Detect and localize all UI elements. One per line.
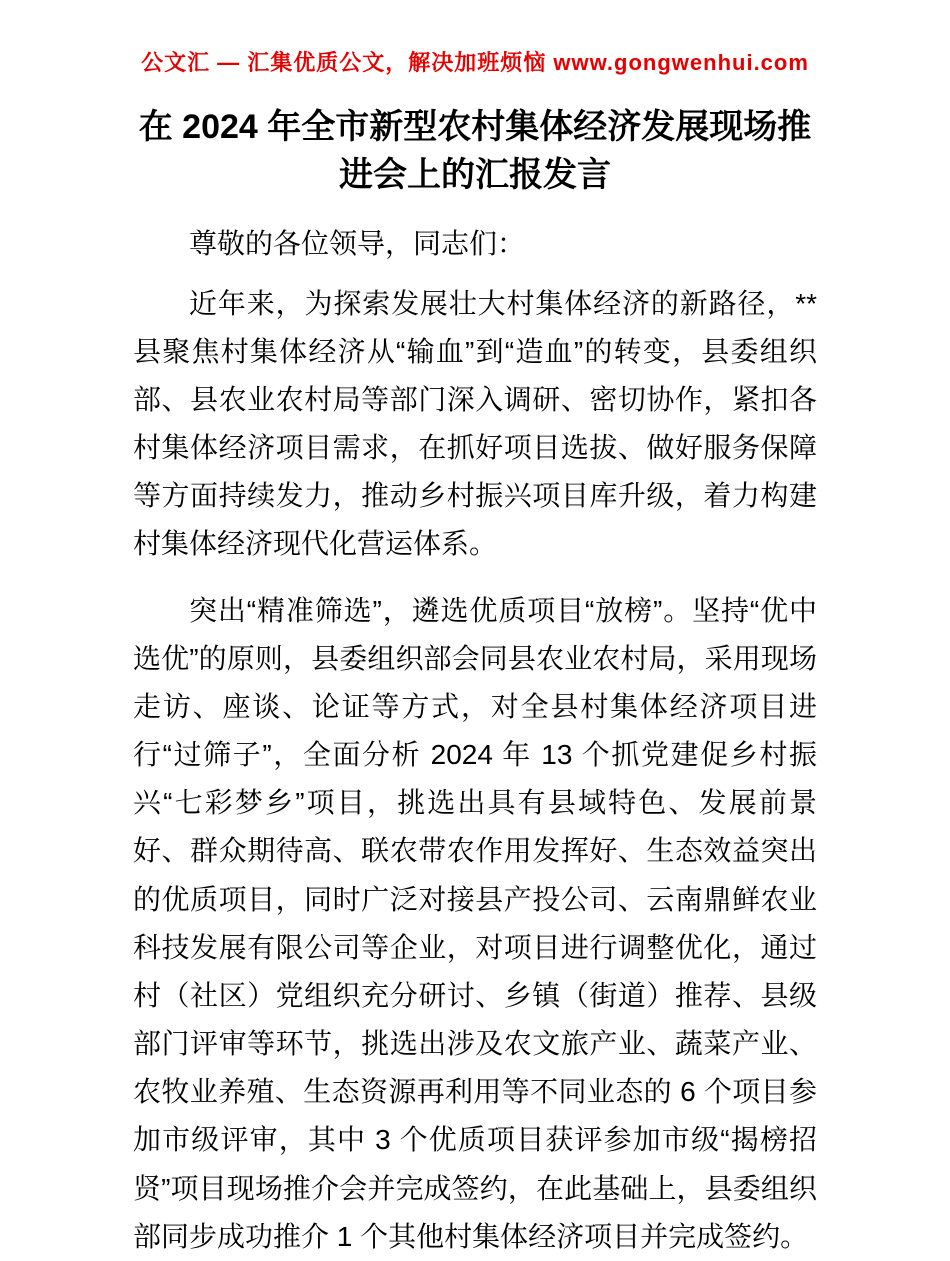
- page-title: 在 2024 年全市新型农村集体经济发展现场推进会上的汇报发言: [138, 108, 812, 195]
- watermark-header: 公文汇 — 汇集优质公文，解决加班烦恼 www.gongwenhui.com: [141, 50, 809, 75]
- paragraph-body-1: 近年来，为探索发展壮大村集体经济的新路径，**县聚焦村集体经济从“输血”到“造血”的转变，县委组织部、县农业农村局等部门深入调研、密切协作，紧扣各村集体经济项目需求，在抓好项目选拔、做好服务保障等方面持续发力，推动乡村振兴项目库升级，着力构建村集体经济现代化营运体系。: [133, 287, 817, 560]
- paragraph-body-2: 突出“精准筛选”，遴选优质项目“放榜”。坚持“优中选优”的原则，县委组织部会同县农业农村局，采用现场走访、座谈、论证等方式，对全县村集体经济项目进行“过筛子”，全面分析 2024 年 13 个抓党建促乡村振兴“七彩梦乡”项目，挑选出具有县域特色、发展前景好、群众期待高、联农带农作用发挥好、生态效益突出的优质项目，同时广泛对接县产投公司、云南鼎鲜农业科技发展有限公司等企业，对项目进行调整优化，通过村（社区）党组织充分研讨、乡镇（街道）推荐、县级部门评审等环节，挑选出涉及农文旅产业、蔬菜产业、农牧业养殖、生态资源再利用等不同业态的 6 个项目参加市级评审，其中 3 个优质项目获评参加市级“揭榜招贤”项目现场推介会并完成签约，在此基础上，县委组织部同步成功推介 1 个其他村集体经济项目并完成签约。: [133, 594, 817, 1252]
- paragraph-salutation: 尊敬的各位领导，同志们：: [189, 227, 526, 259]
